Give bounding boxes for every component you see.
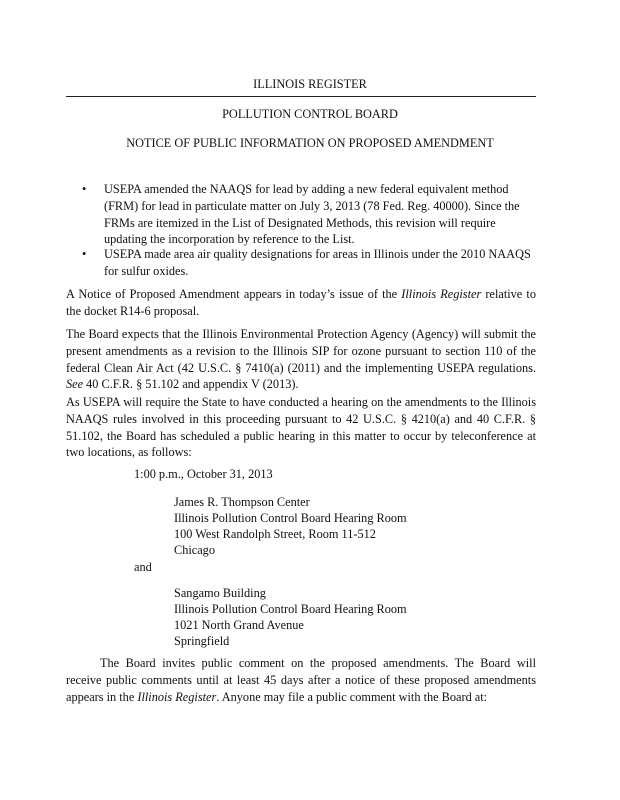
location2-line: Sangamo Building <box>174 586 266 600</box>
paragraph-comments <box>66 655 536 705</box>
paragraph-hearing: As USEPA will require the State to have conducted a hearing on the amendments to the Illinois NAAQS rules involved in this proceeding pursuant to 42 U.S.C. § 4210(a) and 40 C.F.R. § 51.102, the Board has scheduled a public hearing in this matter to occur by teleconference at two locations, as follows: <box>66 395 536 460</box>
paragraph-text: The Board invites public comment on the proposed amendments. The Board will receive public comments until at least 45 days after a notice of these proposed amendments appears in the <box>66 656 536 704</box>
bullet-dot-icon: • <box>82 182 87 196</box>
citation-signal: See <box>66 377 84 392</box>
hearing-datetime: 1:00 p.m., October 31, 2013 <box>134 467 273 481</box>
location1-line: 100 West Randolph Street, Room 11-512 <box>174 527 376 541</box>
paragraph-text: 40 C.F.R. § 51.102 and appendix V (2013). <box>83 377 299 392</box>
paragraph-text: The Board expects that the Illinois Environmental Protection Agency (Agency) will submit the present amendments as a revision to the Illinois SIP for ozone pursuant to section 110 of the federal Clean Air Act (42 U.S.C. § 7410(a) (2011) and the implementing USEPA regulations. <box>66 327 536 375</box>
register-header: ILLINOIS REGISTER <box>253 77 367 91</box>
location1-line: Chicago <box>174 543 215 557</box>
paragraph-text: A Notice of Proposed Amendment appears in today’s issue of the <box>66 287 402 301</box>
bullet-text: USEPA amended the NAAQS for lead by adding a new federal equivalent method (FRM) for lead in particulate matter on July 3, 2013 (78 Fed. Reg. 40000). Since the FRMs are itemized in the List of Designated Methods, this revision will require updating the incorporation by reference to the List. <box>104 182 520 247</box>
board-title: POLLUTION CONTROL BOARD <box>222 107 398 121</box>
notice-title: NOTICE OF PUBLIC INFORMATION ON PROPOSED AMENDMENT <box>126 136 494 150</box>
publication-title: Illinois Register <box>401 287 482 301</box>
location2-line: 1021 North Grand Avenue <box>174 618 304 632</box>
paragraph-text: relative to the docket R14-6 proposal. <box>66 287 536 318</box>
location1-line: James R. Thompson Center <box>174 495 310 509</box>
and-connector: and <box>134 560 152 574</box>
bullet-text: USEPA made area air quality designations for areas in Illinois under the 2010 NAAQS for sulfur oxides. <box>104 247 531 278</box>
location2-line: Illinois Pollution Control Board Hearing Room <box>174 602 407 616</box>
bullet-item-1 <box>82 181 534 248</box>
paragraph-text: . Anyone may file a public comment with the Board at: <box>216 689 488 704</box>
location2-line: Springfield <box>174 634 230 648</box>
paragraph-notice <box>66 286 536 320</box>
location1-line: Illinois Pollution Control Board Hearing Room <box>174 511 407 525</box>
bullet-dot-icon: • <box>82 247 87 261</box>
bullet-item-2 <box>82 246 534 280</box>
header-rule <box>66 96 536 97</box>
publication-title: Illinois Register <box>137 689 217 704</box>
paragraph-sip <box>66 326 536 393</box>
